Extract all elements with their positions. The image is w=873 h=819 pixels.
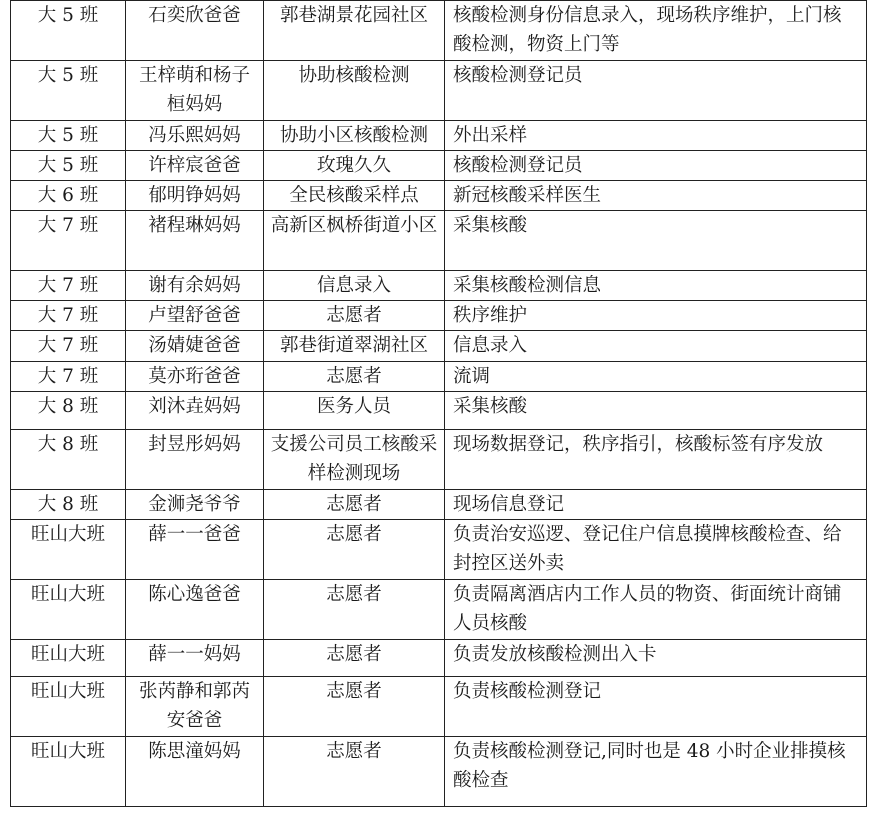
location-cell: 郭巷街道翠湖社区 (264, 331, 445, 362)
duty-cell: 采集核酸 (445, 392, 867, 430)
parent-cell: 石奕欣爸爸 (126, 1, 264, 61)
duty-cell: 现场数据登记，秩序指引，核酸标签有序发放 (445, 430, 867, 490)
location-cell: 全民核酸采样点 (264, 181, 445, 211)
location-cell: 郭巷湖景花园社区 (264, 1, 445, 61)
duty-cell: 负责隔离酒店内工作人员的物资、街面统计商铺人员核酸 (445, 580, 867, 640)
class-cell: 大 7 班 (11, 211, 126, 271)
class-cell: 大 5 班 (11, 61, 126, 121)
volunteer-table-body (11, 1, 867, 807)
location-cell: 高新区枫桥街道小区 (264, 211, 445, 271)
duty-cell: 秩序维护 (445, 301, 867, 331)
duty-cell: 负责发放核酸检测出入卡 (445, 640, 867, 677)
class-cell: 旺山大班 (11, 520, 126, 580)
duty-cell: 负责核酸检测登记 (445, 677, 867, 737)
parent-cell: 冯乐熙妈妈 (126, 121, 264, 151)
parent-cell: 莫亦珩爸爸 (126, 362, 264, 392)
class-cell: 大 7 班 (11, 301, 126, 331)
table-row (11, 151, 867, 181)
table-row (11, 677, 867, 737)
duty-cell: 核酸检测身份信息录入，现场秩序维护，上门核酸检测，物资上门等 (445, 1, 867, 61)
table-row (11, 61, 867, 121)
location-cell: 支援公司员工核酸采样检测现场 (264, 430, 445, 490)
parent-cell: 汤婧婕爸爸 (126, 331, 264, 362)
table-row (11, 331, 867, 362)
table-row (11, 121, 867, 151)
location-cell: 志愿者 (264, 490, 445, 520)
class-cell: 大 5 班 (11, 151, 126, 181)
location-cell: 协助核酸检测 (264, 61, 445, 121)
volunteer-table (10, 0, 867, 807)
location-cell: 信息录入 (264, 271, 445, 301)
duty-cell: 采集核酸 (445, 211, 867, 271)
class-cell: 大 8 班 (11, 392, 126, 430)
table-row (11, 301, 867, 331)
duty-cell: 核酸检测登记员 (445, 61, 867, 121)
parent-cell: 谢有余妈妈 (126, 271, 264, 301)
duty-cell: 采集核酸检测信息 (445, 271, 867, 301)
table-row (11, 640, 867, 677)
class-cell: 大 8 班 (11, 490, 126, 520)
parent-cell: 金浉尧爷爷 (126, 490, 264, 520)
location-cell: 志愿者 (264, 677, 445, 737)
location-cell: 玫瑰久久 (264, 151, 445, 181)
class-cell: 大 7 班 (11, 331, 126, 362)
table-row (11, 737, 867, 807)
parent-cell: 刘沐垚妈妈 (126, 392, 264, 430)
parent-cell: 王梓萌和杨子桓妈妈 (126, 61, 264, 121)
parent-cell: 郁明铮妈妈 (126, 181, 264, 211)
table-row (11, 362, 867, 392)
class-cell: 大 5 班 (11, 1, 126, 61)
table-row (11, 490, 867, 520)
duty-cell: 负责核酸检测登记,同时也是 48 小时企业排摸核酸检查 (445, 737, 867, 807)
location-cell: 志愿者 (264, 737, 445, 807)
parent-cell: 褚程琳妈妈 (126, 211, 264, 271)
parent-cell: 封昱彤妈妈 (126, 430, 264, 490)
parent-cell: 薛一一爸爸 (126, 520, 264, 580)
duty-cell: 流调 (445, 362, 867, 392)
duty-cell: 新冠核酸采样医生 (445, 181, 867, 211)
location-cell: 志愿者 (264, 362, 445, 392)
class-cell: 旺山大班 (11, 640, 126, 677)
class-cell: 大 8 班 (11, 430, 126, 490)
duty-cell: 负责治安巡逻、登记住户信息摸牌核酸检查、给封控区送外卖 (445, 520, 867, 580)
table-row (11, 211, 867, 271)
parent-cell: 薛一一妈妈 (126, 640, 264, 677)
parent-cell: 陈心逸爸爸 (126, 580, 264, 640)
table-row (11, 1, 867, 61)
class-cell: 旺山大班 (11, 677, 126, 737)
location-cell: 志愿者 (264, 520, 445, 580)
table-row (11, 580, 867, 640)
location-cell: 志愿者 (264, 640, 445, 677)
parent-cell: 张芮静和郭芮安爸爸 (126, 677, 264, 737)
duty-cell: 外出采样 (445, 121, 867, 151)
duty-cell: 核酸检测登记员 (445, 151, 867, 181)
duty-cell: 现场信息登记 (445, 490, 867, 520)
class-cell: 大 5 班 (11, 121, 126, 151)
location-cell: 志愿者 (264, 301, 445, 331)
parent-cell: 陈思潼妈妈 (126, 737, 264, 807)
class-cell: 旺山大班 (11, 580, 126, 640)
table-row (11, 392, 867, 430)
table-row (11, 520, 867, 580)
location-cell: 协助小区核酸检测 (264, 121, 445, 151)
class-cell: 旺山大班 (11, 737, 126, 807)
class-cell: 大 7 班 (11, 271, 126, 301)
table-row (11, 181, 867, 211)
table-row (11, 271, 867, 301)
table-row (11, 430, 867, 490)
parent-cell: 许梓宸爸爸 (126, 151, 264, 181)
class-cell: 大 7 班 (11, 362, 126, 392)
duty-cell: 信息录入 (445, 331, 867, 362)
location-cell: 志愿者 (264, 580, 445, 640)
class-cell: 大 6 班 (11, 181, 126, 211)
location-cell: 医务人员 (264, 392, 445, 430)
parent-cell: 卢望舒爸爸 (126, 301, 264, 331)
